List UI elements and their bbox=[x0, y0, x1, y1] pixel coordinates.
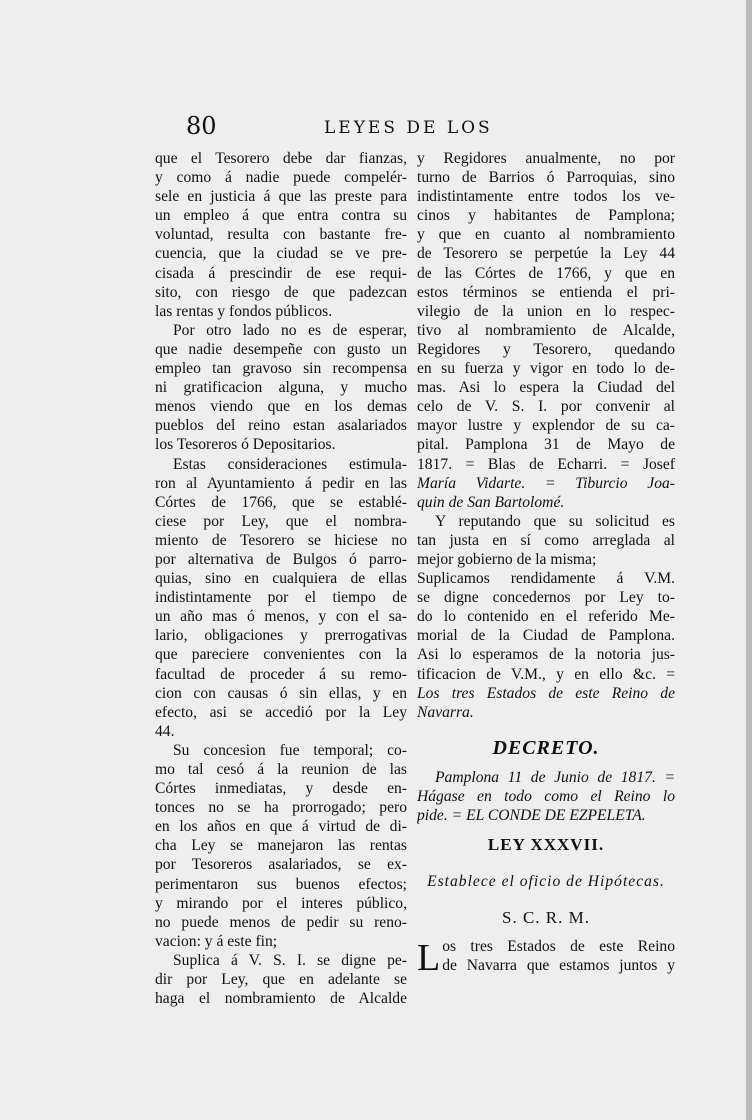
text-line: de las Córtes de 1766, y que en bbox=[417, 264, 675, 282]
text-line: pueblos del reino estan asalariados bbox=[155, 417, 407, 435]
text-line: se digne concedernos por Ley to- bbox=[417, 589, 675, 607]
ley-opening bbox=[417, 937, 675, 980]
text-line: 44. bbox=[155, 722, 175, 740]
text-line: en su fuerza y vigor en todo lo de- bbox=[417, 360, 675, 378]
text-line: estos términos se entienda el pri- bbox=[417, 283, 675, 301]
text-line: 1817. = Blas de Echarri. = Josef bbox=[417, 455, 675, 473]
decreto-line: Hágase en todo como el Reino lo bbox=[417, 787, 675, 805]
text-line: los Tesoreros ó Depositarios. bbox=[155, 436, 336, 454]
text-line: las rentas y fondos públicos. bbox=[155, 302, 333, 320]
text-line: menos viendo que en los demas bbox=[155, 398, 407, 416]
text-line: Y reputando que su solicitud es bbox=[435, 512, 675, 530]
text-line: Estas consideraciones estimula- bbox=[173, 455, 407, 473]
text-line: tivo al nombramiento de Alcalde, bbox=[417, 321, 675, 339]
text-line: Córtes de 1766, que se establé- bbox=[155, 493, 407, 511]
text-line: Su concesion fue temporal; co- bbox=[173, 741, 407, 759]
text-line: Suplica á V. S. I. se digne pe- bbox=[173, 951, 407, 969]
text-line: perimentaron sus buenos efectos; bbox=[155, 875, 407, 893]
text-line: Navarra. bbox=[417, 703, 474, 721]
text-line: lario, obligaciones y prerrogativas bbox=[155, 627, 407, 645]
decreto-heading: DECRETO. bbox=[492, 736, 600, 759]
page-number: 80 bbox=[186, 112, 217, 140]
text-line: cisada á prescindir de ese requi- bbox=[155, 264, 407, 282]
text-line: mas. Asi lo espera la Ciudad del bbox=[417, 379, 675, 397]
text-line: y Regidores anualmente, no por bbox=[417, 150, 675, 167]
text-line: en los años en que á virtud de di- bbox=[155, 818, 407, 836]
text-line: que nadie desempeñe con gusto un bbox=[155, 340, 407, 358]
right-column bbox=[417, 149, 675, 980]
text-line: do lo contenido en el referido Me- bbox=[417, 608, 675, 626]
text-line: por Tesoreros asalariados, se ex- bbox=[155, 856, 407, 874]
text-line: que pareciere convenientes con la bbox=[155, 646, 407, 664]
text-line: María Vidarte. = Tiburcio Joa- bbox=[417, 474, 675, 492]
text-line: voluntad, resulta con bastante fre- bbox=[155, 226, 407, 244]
text-line: por alternativa de Bulgos ó parro- bbox=[155, 550, 407, 568]
text-line: sele en justicia á que las preste para bbox=[155, 188, 407, 206]
text-line: quin de San Bartolomé. bbox=[417, 493, 565, 511]
running-title: LEYES DE LOS bbox=[324, 118, 493, 138]
text-line: Por otro lado no es de esperar, bbox=[173, 321, 407, 339]
address-scrm: S. C. R. M. bbox=[502, 908, 590, 928]
page-edge-shadow bbox=[746, 0, 752, 1120]
ley-heading: LEY XXXVII. bbox=[487, 835, 605, 855]
ley-subtitle: Establece el oficio de Hipótecas. bbox=[427, 873, 665, 891]
text-line: y mirando por el interes público, bbox=[155, 894, 407, 912]
text-line: pital. Pamplona 31 de Mayo de bbox=[417, 436, 675, 454]
decreto-line: Pamplona 11 de Junio de 1817. = bbox=[435, 768, 675, 786]
text-line: no puede menos de pedir su reno- bbox=[155, 913, 407, 931]
text-line: ciese por Ley, que el nombra- bbox=[155, 512, 407, 530]
text-line: ron al Ayuntamiento á pedir en las bbox=[155, 474, 407, 492]
text-line: Suplicamos rendidamente á V.M. bbox=[417, 570, 675, 588]
text-line: que el Tesorero debe dar fianzas, bbox=[155, 150, 407, 167]
text-line: Los tres Estados de este Reino de bbox=[417, 684, 675, 702]
text-line: sito, con riesgo de que padezcan bbox=[155, 283, 407, 301]
text-line: mejor gobierno de la misma; bbox=[417, 550, 597, 568]
text-line: Regidores y Tesorero, quedando bbox=[417, 340, 675, 358]
text-line: quias, sino en cualquiera de ellas bbox=[155, 570, 407, 588]
text-line: efecto, asi se accedió por la Ley bbox=[155, 703, 407, 721]
text-line: turno de Barrios ó Parroquias, sino bbox=[417, 169, 675, 187]
text-line: cha Ley se manejaron las rentas bbox=[155, 837, 407, 855]
text-line: facultad de proceder á su remo- bbox=[155, 665, 407, 683]
text-line: celo de V. S. I. por convenir al bbox=[417, 398, 675, 416]
text-line: y que en cuanto al nombramiento bbox=[417, 226, 675, 244]
text-line: cion con causas ó sin ellas, y en bbox=[155, 684, 407, 702]
text-line: un empleo á que entra contra su bbox=[155, 207, 407, 225]
text-line: morial de la Ciudad de Pamplona. bbox=[417, 627, 675, 645]
text-line: os tres Estados de este Reino bbox=[442, 938, 675, 956]
text-line: miento de Tesorero se hiciese no bbox=[155, 531, 407, 549]
text-line: Córtes inmediatas, y desde en- bbox=[155, 780, 407, 798]
text-line: empleo tan gravoso sin recompensa bbox=[155, 360, 407, 378]
text-line: vilegio de la union en lo respec- bbox=[417, 302, 675, 320]
text-line: mayor lustre y explendor de su ca- bbox=[417, 417, 675, 435]
text-line: indistintamente entre todos los ve- bbox=[417, 188, 675, 206]
drop-cap: L bbox=[417, 937, 441, 980]
text-line: cinos y habitantes de Pamplona; bbox=[417, 207, 675, 225]
text-line: indistintamente por el tiempo de bbox=[155, 589, 407, 607]
text-line: tan justa en sí como arreglada al bbox=[417, 531, 675, 549]
text-line: un año mas ó menos, y con el sa- bbox=[155, 608, 407, 626]
text-line: dir por Ley, que en adelante se bbox=[155, 971, 407, 989]
page-header bbox=[182, 112, 512, 142]
decreto-line: pide. = EL CONDE DE EZPELETA. bbox=[417, 807, 646, 824]
text-line: de Tesorero se perpetúe la Ley 44 bbox=[417, 245, 675, 263]
text-line: ni gratificacion alguna, y mucho bbox=[155, 379, 407, 397]
text-line: vacion: y á este fin; bbox=[155, 932, 278, 950]
text-line: cuencia, que la ciudad se ve pre- bbox=[155, 245, 407, 263]
text-line: tificacion de V.M., y en ello &c. = bbox=[417, 665, 675, 683]
left-column bbox=[155, 149, 407, 1008]
text-line: haga el nombramiento de Alcalde bbox=[155, 990, 407, 1008]
text-line: mo tal cesó á la reunion de las bbox=[155, 761, 407, 778]
text-line: tonces no se ha prorrogado; pero bbox=[155, 799, 407, 817]
text-line: y como á nadie puede compelér- bbox=[155, 169, 407, 187]
text-line: de Navarra que estamos juntos y bbox=[442, 957, 675, 975]
text-line: Asi lo esperamos de la notoria jus- bbox=[417, 646, 675, 664]
